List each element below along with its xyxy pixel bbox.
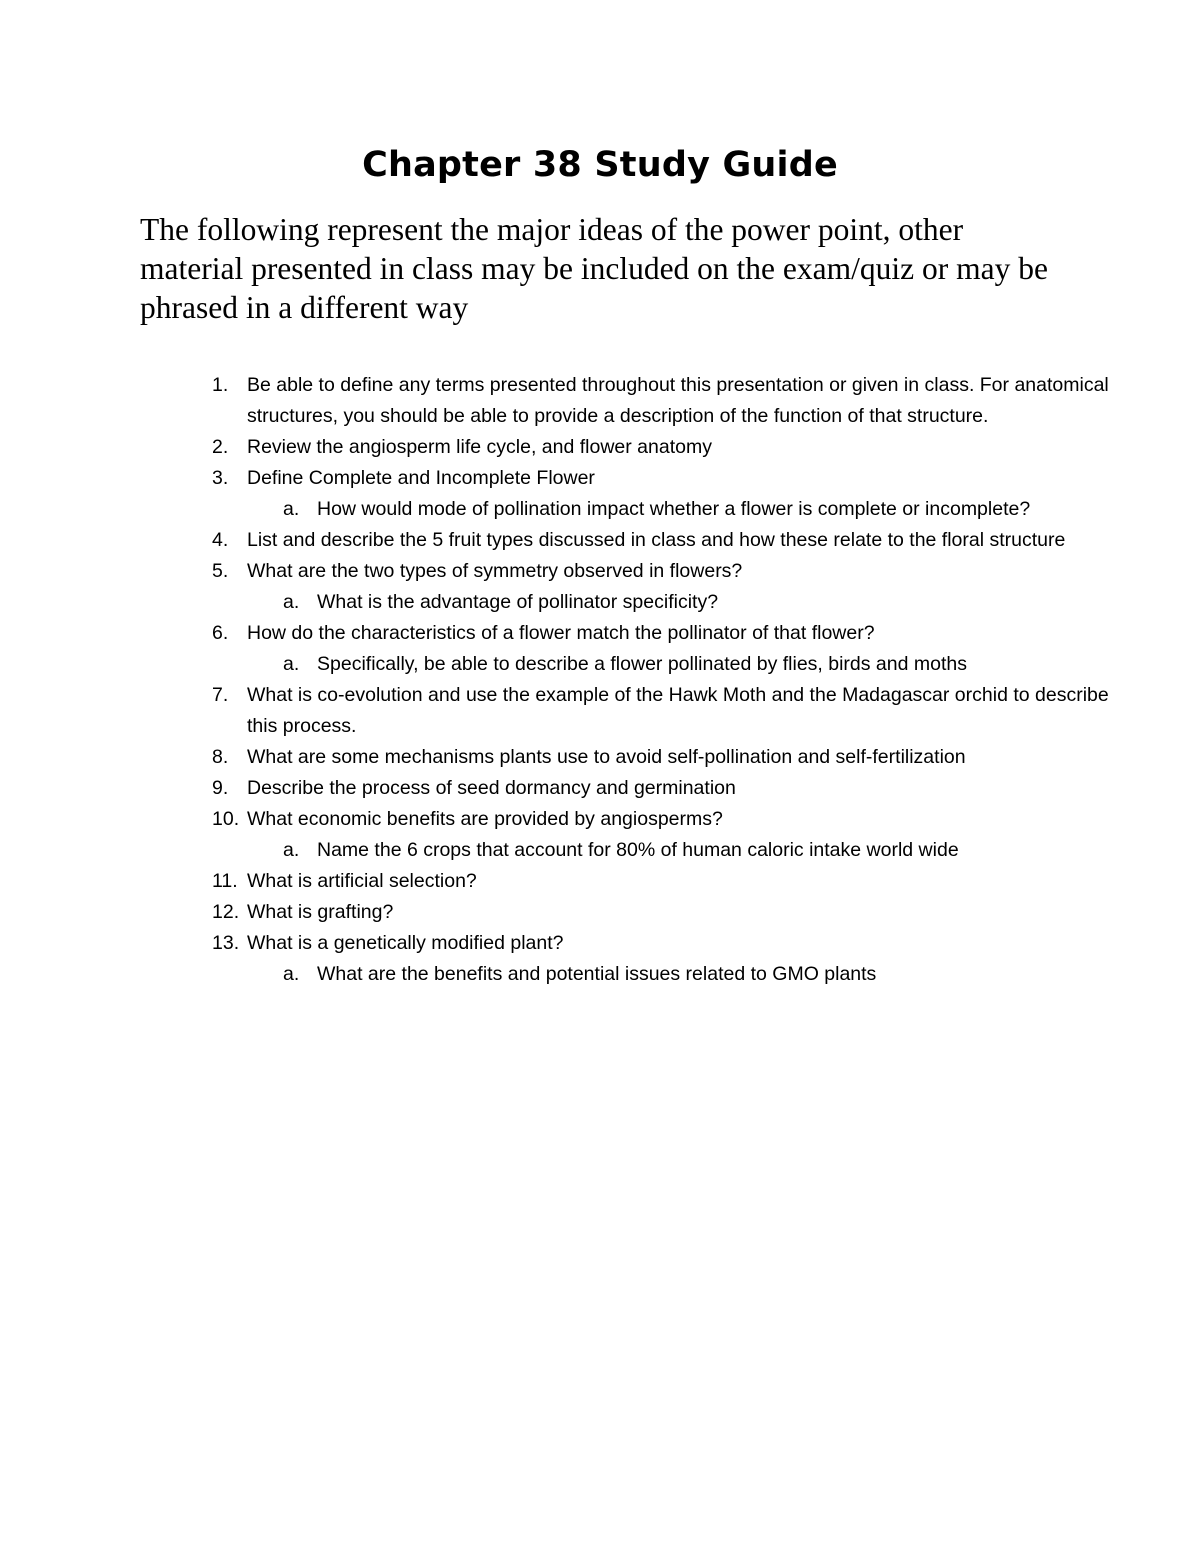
- sub-list-item-text: What are the benefits and potential issues related to GMO plants: [317, 963, 877, 985]
- list-item-text: Review the angiosperm life cycle, and flower anatomy: [247, 436, 712, 458]
- list-item: [140, 680, 1140, 742]
- sub-list-item-letter: a.: [283, 591, 300, 613]
- sub-list: [247, 835, 1140, 866]
- list-item-number: 12.: [212, 901, 240, 923]
- list-item-number: 2.: [212, 436, 229, 458]
- sub-list-item: [247, 494, 1140, 525]
- sub-list-item-letter: a.: [283, 653, 300, 675]
- list-item: [140, 928, 1140, 990]
- list-item-text: How do the characteristics of a flower match the pollinator of that flower?: [247, 622, 875, 644]
- list-item-number: 3.: [212, 467, 229, 489]
- list-item-text: Describe the process of seed dormancy and germination: [247, 777, 736, 799]
- list-item-number: 9.: [212, 777, 229, 799]
- list-item-number: 7.: [212, 684, 229, 706]
- list-item-text: What is co-evolution and use the example of the Hawk Moth and the Madagascar orchid to describe this process.: [247, 684, 1109, 737]
- intro-paragraph: The following represent the major ideas of the power point, other material presented in class may be included on the exam/quiz or may be phrased in a different way: [140, 212, 1048, 325]
- list-item: [140, 897, 1140, 928]
- list-item-number: 5.: [212, 560, 229, 582]
- sub-list-item-letter: a.: [283, 498, 300, 520]
- list-item: [140, 432, 1140, 463]
- list-item-text: What are some mechanisms plants use to avoid self-pollination and self-fertilization: [247, 746, 966, 768]
- sub-list: [247, 959, 1140, 990]
- list-item-number: 8.: [212, 746, 229, 768]
- list-item-text: What economic benefits are provided by angiosperms?: [247, 808, 723, 830]
- sub-list-item: [247, 959, 1140, 990]
- sub-list-item: [247, 835, 1140, 866]
- sub-list-item-text: How would mode of pollination impact whether a flower is complete or incomplete?: [317, 498, 1031, 520]
- list-item-text: List and describe the 5 fruit types discussed in class and how these relate to the floral structure: [247, 529, 1066, 551]
- list-item-number: 10.: [212, 808, 240, 830]
- list-item-number: 11.: [212, 870, 238, 892]
- question-list: [140, 370, 1140, 990]
- sub-list-item-text: What is the advantage of pollinator specificity?: [317, 591, 719, 613]
- list-item: [140, 804, 1140, 866]
- list-item: [140, 618, 1140, 680]
- sub-list: [247, 587, 1140, 618]
- list-item-text: What is a genetically modified plant?: [247, 932, 564, 954]
- list-item-text: What is artificial selection?: [247, 870, 477, 892]
- list-item-text: Be able to define any terms presented throughout this presentation or given in class. For anatomical structures, you should be able to provide a description of the function of that structure.: [247, 374, 1109, 427]
- list-item: [140, 370, 1140, 432]
- sub-list-item-letter: a.: [283, 963, 300, 985]
- sub-list-item: [247, 587, 1140, 618]
- list-item: [140, 866, 1140, 897]
- sub-list-item-text: Specifically, be able to describe a flower pollinated by flies, birds and moths: [317, 653, 967, 675]
- list-item-number: 1.: [212, 374, 229, 396]
- sub-list: [247, 649, 1140, 680]
- list-item: [140, 773, 1140, 804]
- list-item-text: What are the two types of symmetry observed in flowers?: [247, 560, 743, 582]
- list-item: [140, 525, 1140, 556]
- list-item-text: Define Complete and Incomplete Flower: [247, 467, 595, 489]
- page-title: Chapter 38 Study Guide: [362, 145, 838, 185]
- list-item-number: 13.: [212, 932, 240, 954]
- list-item-text: What is grafting?: [247, 901, 394, 923]
- list-item: [140, 556, 1140, 618]
- list-item-number: 4.: [212, 529, 229, 551]
- list-item: [140, 463, 1140, 525]
- list-item-number: 6.: [212, 622, 229, 644]
- list-item: [140, 742, 1140, 773]
- sub-list-item: [247, 649, 1140, 680]
- sub-list: [247, 494, 1140, 525]
- sub-list-item-letter: a.: [283, 839, 300, 861]
- sub-list-item-text: Name the 6 crops that account for 80% of human caloric intake world wide: [317, 839, 959, 861]
